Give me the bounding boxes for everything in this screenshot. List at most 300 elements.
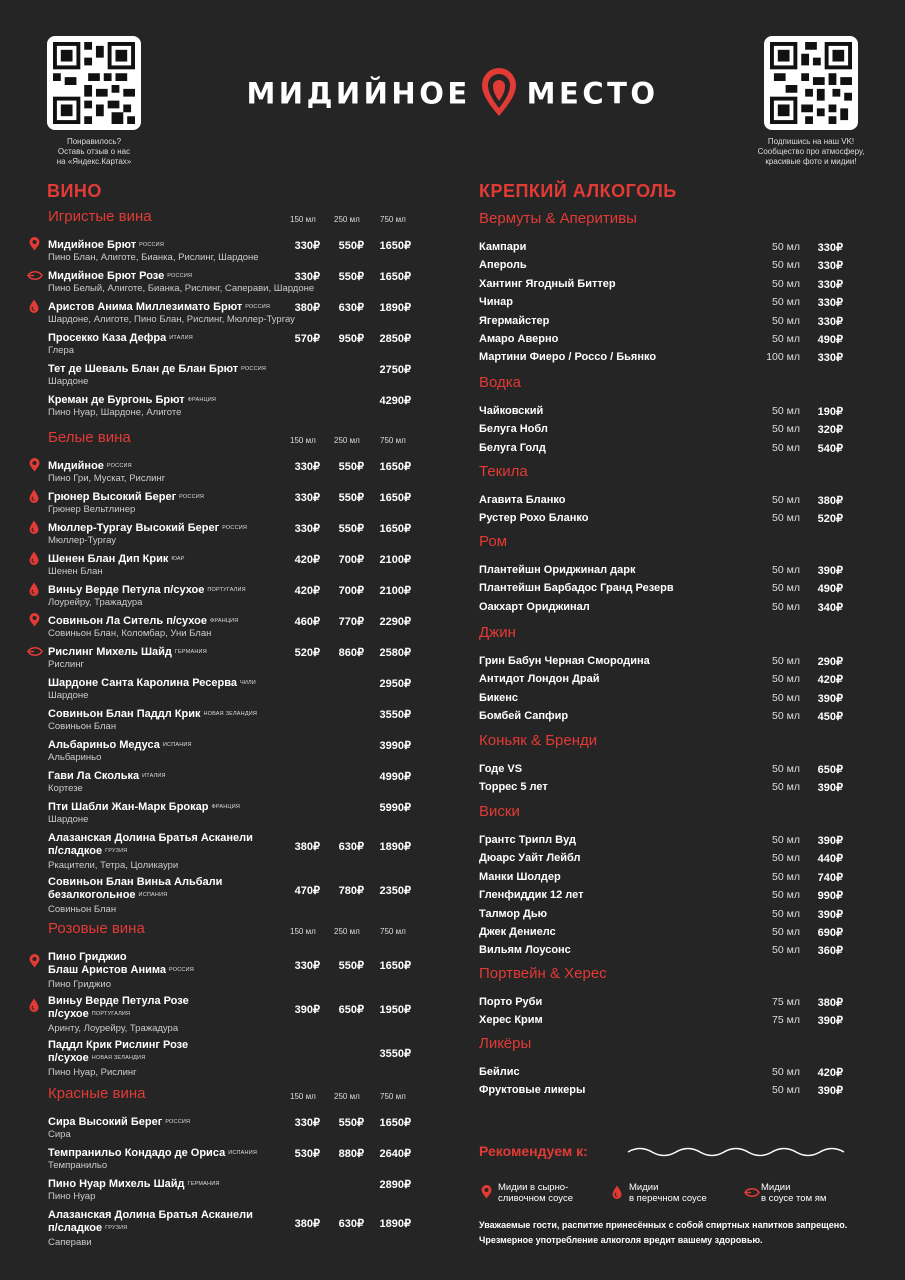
spirit-price: 650₽ [817, 764, 843, 776]
legend-line2: в соусе том ям [761, 1193, 827, 1204]
wine-country: ЧИЛИ [239, 680, 256, 686]
wine-grape-varieties: Аринту, Лоурейру, Тражадура [48, 1023, 179, 1034]
wine-item-name [48, 995, 189, 1021]
spirit-volume: 50 мл [772, 870, 800, 883]
wine-grape-varieties: Пино Нуар [48, 1191, 96, 1202]
wine-grape-varieties: Грюнер Вельтлинер [48, 504, 136, 515]
column-header-150ml: 150 мл [290, 436, 316, 445]
wine-section-title: Белые вина [48, 429, 131, 446]
spirits-section-title: Вермуты & Аперитивы [479, 210, 637, 227]
wine-item-name [48, 584, 246, 597]
wine-price-250ml: 630₽ [338, 302, 364, 314]
wine-price-250ml: 650₽ [338, 1004, 364, 1016]
spirit-volume: 50 мл [772, 926, 800, 938]
wine-item-name [48, 553, 185, 566]
wine-price-750ml: 2100₽ [379, 554, 411, 566]
spirit-price: 380₽ [817, 495, 843, 507]
wine-item-name [48, 1039, 188, 1065]
wine-section-title: Розовые вина [48, 920, 145, 937]
wine-grape-varieties: Шардоне, Алиготе, Пино Блан, Рислинг, Мюллер-Тургау [48, 314, 295, 325]
wine-name-text: Совиньон Блан Виньа Альбали [48, 876, 223, 888]
spirit-price: 490₽ [817, 334, 843, 346]
wine-item-name [48, 1209, 253, 1235]
map-pin-icon [29, 613, 40, 632]
wine-country: ФРАНЦИЯ [209, 618, 239, 624]
wine-price-150ml: 570₽ [294, 333, 320, 345]
spirit-volume: 50 мл [772, 494, 800, 506]
spirit-volume: 50 мл [772, 241, 800, 253]
mussel-shell-icon [744, 1185, 760, 1203]
wine-name-text: Совиньон Ла Ситель п/сухое [48, 615, 207, 627]
spirit-price: 990₽ [817, 890, 843, 903]
legend-line1: Мидии в сырно- [498, 1182, 569, 1193]
wine-country: ГРУЗИЯ [105, 1225, 128, 1231]
column-header-750ml: 750 мл [380, 927, 406, 936]
wine-item-name [48, 460, 132, 473]
wine-section-title: Игристые вина [48, 208, 152, 225]
wine-country: ФРАНЦИЯ [211, 804, 241, 810]
spirit-volume: 50 мл [772, 763, 800, 775]
legend-item-drop [629, 1182, 707, 1204]
wine-name-text: Совиньон Блан Паддл Крик [48, 708, 201, 720]
wine-item-name [48, 491, 204, 504]
wine-price-150ml: 330₽ [294, 461, 320, 473]
wine-price-150ml: 330₽ [294, 960, 320, 972]
spirit-item-name: Белуга Нобл [479, 423, 548, 436]
wine-item-name [48, 394, 216, 407]
drop-icon [29, 299, 39, 318]
column-header-150ml: 150 мл [290, 215, 316, 224]
spirit-volume: 50 мл [772, 710, 800, 723]
spirits-section-title: Ром [479, 533, 508, 550]
wine-price-750ml: 1650₽ [379, 523, 411, 535]
wine-name-text: Пино Гриджио [48, 951, 127, 963]
mussel-shell-icon-svg [27, 270, 43, 281]
legend-line2: в перечном соусе [629, 1193, 707, 1204]
spirit-price: 740₽ [817, 871, 843, 884]
wine-grape-varieties: Мюллер-Тургау [48, 535, 117, 546]
wine-grape-varieties: Шардоне [48, 814, 89, 825]
wine-price-150ml: 330₽ [294, 523, 320, 535]
wine-name-text-line2: безалкогольное [48, 889, 136, 901]
spirit-item-name: Плантейшн Ориджинал дарк [479, 564, 636, 576]
wine-name-text: Рислинг Михель Шайд [48, 646, 172, 658]
spirit-item-name: Джек Дениелс [479, 926, 556, 938]
wine-price-750ml: 1650₽ [379, 271, 411, 283]
wine-price-250ml: 700₽ [338, 554, 364, 566]
wine-price-150ml: 330₽ [294, 1117, 320, 1129]
spirit-volume: 50 мл [772, 333, 800, 345]
spirit-price: 330₽ [817, 278, 843, 291]
recommend-title: Рекомендуем к: [479, 1143, 588, 1159]
spirit-volume: 75 мл [772, 1014, 800, 1027]
wine-price-750ml: 1650₽ [379, 1117, 411, 1129]
spirit-price: 320₽ [817, 424, 843, 437]
wine-item-name [48, 951, 194, 977]
wine-price-150ml: 530₽ [294, 1148, 320, 1160]
spirit-price: 390₽ [817, 1085, 843, 1098]
spirit-volume: 50 мл [772, 907, 800, 920]
wine-country: РОССИЯ [139, 242, 165, 248]
wine-grape-varieties: Темпранильо [48, 1160, 108, 1171]
spirit-volume: 50 мл [772, 423, 800, 436]
wine-item-name [48, 677, 256, 690]
wine-country: РОССИЯ [222, 525, 248, 531]
wine-grape-varieties: Совиньон Блан, Коломбар, Уни Блан [48, 628, 212, 639]
wine-price-750ml: 2290₽ [379, 616, 411, 628]
wine-name-text: Мюллер-Тургау Высокий Берег [48, 522, 220, 534]
wine-name-text: Просекко Каза Дефра [48, 332, 167, 344]
column-header-250ml: 250 мл [334, 1092, 360, 1101]
spirit-item-name: Кампари [479, 241, 527, 253]
spirit-item-name: Плантейшн Барбадос Гранд Резерв [479, 582, 674, 595]
spirit-item-name: Херес Крим [479, 1014, 543, 1027]
drop-icon-svg [29, 520, 39, 534]
wine-item-name [48, 770, 166, 783]
wine-price-750ml: 4990₽ [379, 771, 411, 783]
spirit-price: 330₽ [817, 297, 843, 310]
wine-price-250ml: 630₽ [338, 841, 364, 853]
spirit-price: 290₽ [817, 656, 843, 668]
wine-country: РОССИЯ [167, 273, 193, 279]
wine-grape-varieties: Шардоне [48, 376, 89, 387]
drop-icon-svg [29, 299, 39, 313]
brand-logo [0, 66, 905, 125]
spirit-price: 390₽ [817, 908, 843, 921]
wine-grape-varieties: Саперави [48, 1237, 92, 1248]
spirit-item-name: Оакхарт Ориджинал [479, 600, 590, 613]
wine-country: ИСПАНИЯ [162, 742, 192, 748]
column-header-150ml: 150 мл [290, 1092, 316, 1101]
drop-icon-svg [612, 1185, 622, 1199]
spirit-price: 390₽ [817, 692, 843, 705]
wine-country: ГЕРМАНИЯ [174, 649, 207, 655]
spirit-volume: 50 мл [772, 655, 800, 667]
wine-name-text-line2: Блаш Аристов Анима [48, 964, 167, 976]
wine-price-250ml: 780₽ [338, 885, 364, 897]
wine-name-text: Аристов Анима Миллезимато Брют [48, 301, 243, 313]
wave-divider [626, 1143, 852, 1161]
spirit-item-name: Бомбей Сапфир [479, 710, 569, 723]
wine-price-250ml: 950₽ [338, 333, 364, 345]
wine-price-250ml: 880₽ [338, 1148, 364, 1160]
spirit-price: 330₽ [817, 315, 843, 328]
wine-price-750ml: 1650₽ [379, 960, 411, 972]
spirit-volume: 50 мл [772, 277, 800, 290]
wine-name-text: Сира Высокий Берег [48, 1116, 163, 1128]
spirit-item-name: Чайковский [479, 405, 544, 417]
drop-icon [29, 582, 39, 601]
spirit-price: 490₽ [817, 583, 843, 596]
wine-name-text: Пти Шабли Жан-Марк Брокар [48, 801, 209, 813]
wine-price-250ml: 550₽ [338, 461, 364, 473]
spirit-item-name: Бейлис [479, 1066, 520, 1078]
wine-price-250ml: 550₽ [338, 960, 364, 972]
wine-item-name [48, 801, 240, 814]
wine-price-250ml: 630₽ [338, 1218, 364, 1230]
spirit-item-name: Гленфиддик 12 лет [479, 889, 584, 902]
wine-price-150ml: 380₽ [294, 302, 320, 314]
spirit-volume: 50 мл [772, 314, 800, 327]
wine-price-750ml: 4290₽ [379, 395, 411, 407]
wine-country: ИСПАНИЯ [228, 1150, 258, 1156]
spirit-price: 190₽ [817, 406, 843, 418]
map-pin-icon-svg [481, 1185, 492, 1199]
spirit-price: 690₽ [817, 927, 843, 939]
spirit-item-name: Дюарс Уайт Лейбл [479, 852, 581, 865]
legend-line2: сливочном соусе [498, 1193, 573, 1204]
wine-country: ИСПАНИЯ [138, 892, 168, 898]
wine-price-750ml: 2950₽ [379, 678, 411, 690]
wine-price-150ml: 330₽ [294, 492, 320, 504]
wine-price-250ml: 860₽ [338, 647, 364, 659]
wine-name-text: Альбариньо Медуса [48, 739, 160, 751]
spirit-volume: 50 мл [772, 405, 800, 417]
wine-item-name [48, 301, 270, 314]
wine-price-250ml: 550₽ [338, 492, 364, 504]
spirit-item-name: Бикенс [479, 691, 519, 704]
map-pin-icon-svg [29, 954, 40, 968]
spirit-price: 340₽ [817, 601, 843, 614]
wine-name-text: Грюнер Высокий Берег [48, 491, 177, 503]
wine-country: НОВАЯ ЗЕЛАНДИЯ [91, 1055, 146, 1061]
wine-name-text-line2: п/сладкое [48, 1222, 103, 1234]
spirit-item-name: Чинар [479, 296, 513, 309]
wine-price-750ml: 1890₽ [379, 302, 411, 314]
spirit-price: 390₽ [817, 1015, 843, 1028]
drop-icon [29, 489, 39, 508]
wine-country: РОССИЯ [179, 494, 205, 500]
wine-country: ЮАР [171, 556, 185, 562]
spirit-volume: 50 мл [772, 691, 800, 704]
wine-title: ВИНО [47, 181, 102, 201]
wine-price-750ml: 3990₽ [379, 740, 411, 752]
wine-grape-varieties: Пино Белый, Алиготе, Бианка, Рислинг, Саперави, Шардоне [48, 283, 315, 294]
wine-price-250ml: 550₽ [338, 271, 364, 283]
column-header-750ml: 750 мл [380, 436, 406, 445]
qr-left-caption: Понравилось? Оставь отзыв о нас на «Яндекс.Картах» [56, 137, 132, 166]
drop-icon [612, 1185, 622, 1204]
wine-name-text: Паддл Крик Рислинг Розе [48, 1039, 189, 1051]
column-header-250ml: 250 мл [334, 436, 360, 445]
wine-price-250ml: 550₽ [338, 1117, 364, 1129]
wine-name-text: Темпранильо Кондадо де Ориса [48, 1147, 226, 1159]
spirit-item-name: Ягермайстер [479, 314, 550, 327]
wine-country: ФРАНЦИЯ [187, 397, 217, 403]
spirit-price: 390₽ [817, 565, 843, 577]
wine-price-250ml: 770₽ [338, 616, 364, 628]
wine-country: ПОРТУГАЛИЯ [91, 1011, 131, 1017]
wine-country: ГРУЗИЯ [105, 848, 128, 854]
spirit-item-name: Вильям Лоусонс [479, 944, 571, 957]
spirit-volume: 50 мл [772, 512, 800, 525]
wine-name-text: Мидийное Брют [48, 239, 137, 251]
spirit-volume: 50 мл [772, 834, 800, 846]
wine-price-750ml: 1890₽ [379, 841, 411, 853]
spirit-price: 390₽ [817, 782, 843, 795]
spirit-volume: 50 мл [772, 259, 800, 272]
spirit-volume: 50 мл [772, 600, 800, 613]
wine-country: ИТАЛИЯ [169, 335, 193, 341]
map-pin-icon-svg [29, 237, 40, 251]
wine-price-150ml: 470₽ [294, 885, 320, 897]
spirit-volume: 50 мл [772, 1084, 800, 1097]
spirit-item-name: Годе VS [479, 763, 523, 775]
wine-grape-varieties: Пино Блан, Алиготе, Бианка, Рислинг, Шардоне [48, 252, 259, 263]
wine-item-name [48, 270, 192, 283]
wine-item-name [48, 646, 207, 659]
wine-price-750ml: 2580₽ [379, 647, 411, 659]
spirit-volume: 50 мл [772, 889, 800, 902]
wine-item-name [48, 239, 164, 252]
spirits-section-title: Текила [479, 463, 528, 480]
wine-price-750ml: 3550₽ [379, 709, 411, 721]
spirit-item-name: Белуга Голд [479, 441, 546, 454]
wine-country: ПОРТУГАЛИЯ [207, 587, 246, 593]
wine-price-750ml: 5990₽ [379, 802, 411, 814]
spirit-volume: 100 мл [766, 351, 800, 364]
wine-price-750ml: 2100₽ [379, 585, 411, 597]
wine-price-150ml: 390₽ [294, 1004, 320, 1016]
wine-name-text: Алазанская Долина Братья Асканели [48, 1209, 253, 1221]
spirit-price: 330₽ [817, 260, 843, 273]
wine-item-name [48, 1147, 257, 1160]
mussel-pin-icon [479, 66, 519, 125]
wine-name-text: Тет де Шеваль Блан де Блан Брют [48, 363, 239, 375]
mussel-shell-icon [27, 644, 43, 662]
column-header-250ml: 250 мл [334, 927, 360, 936]
wine-price-150ml: 520₽ [294, 647, 320, 659]
spirit-price: 540₽ [817, 442, 843, 455]
spirit-item-name: Апероль [479, 259, 527, 272]
wine-country: РОССИЯ [165, 1119, 191, 1125]
legend-item-pin [498, 1182, 573, 1204]
wine-name-text: Мидийное Брют Розе [48, 270, 165, 282]
spirit-price: 520₽ [817, 513, 843, 526]
drop-icon-svg [29, 582, 39, 596]
wine-name-text-line2: п/сухое [48, 1052, 89, 1064]
wine-price-750ml: 2850₽ [379, 333, 411, 345]
map-pin-icon [481, 1185, 492, 1204]
wine-grape-varieties: Ркацители, Тетра, Цоликаури [48, 860, 179, 871]
qr-right-caption: Подпишись на наш VK! Сообщество про атмосферу, красивые фото и мидии! [757, 137, 865, 166]
wine-name-text: Пино Нуар Михель Шайд [48, 1178, 185, 1190]
column-header-250ml: 250 мл [334, 215, 360, 224]
spirit-item-name: Рустер Рохо Бланко [479, 512, 589, 525]
wine-item-name [48, 522, 247, 535]
spirit-price: 330₽ [817, 242, 843, 254]
wine-grape-varieties: Шардоне [48, 690, 89, 701]
spirit-volume: 50 мл [772, 441, 800, 454]
spirit-item-name: Грантс Трипл Вуд [479, 834, 576, 846]
footer-note: Уважаемые гости, распитие принесённых с собой спиртных напитков запрещено. Чрезмерное употребление алкоголя вредит вашему здоровью. [479, 1220, 848, 1245]
spirits-section-title: Джин [479, 624, 516, 641]
wine-item-name [48, 332, 193, 345]
spirit-item-name: Мартини Фиеро / Россо / Бьянко [479, 351, 657, 364]
drop-icon-svg [29, 551, 39, 565]
wine-name-text: Мидийное [48, 460, 104, 472]
wine-price-750ml: 1890₽ [379, 1218, 411, 1230]
mussel-shell-icon-svg [27, 646, 43, 657]
spirit-price: 450₽ [817, 711, 843, 724]
spirit-item-name: Манки Шолдер [479, 870, 561, 883]
drop-icon [29, 551, 39, 570]
map-pin-icon [29, 954, 40, 973]
wine-item-name [48, 832, 253, 858]
wine-name-text: Алазанская Долина Братья Асканели [48, 832, 253, 844]
spirit-price: 420₽ [817, 1067, 843, 1079]
mussel-shell-icon [27, 268, 43, 286]
wine-name-text: Виньу Верде Петула Розе [48, 995, 189, 1007]
spirit-item-name: Агавита Бланко [479, 494, 566, 506]
wine-country: ИТАЛИЯ [142, 773, 166, 779]
spirits-section-title: Портвейн & Херес [479, 965, 607, 982]
wine-price-150ml: 380₽ [294, 1218, 320, 1230]
wine-country: РОССИЯ [106, 463, 132, 469]
wine-item-name [48, 708, 257, 721]
wine-item-name [48, 739, 192, 752]
wine-grape-varieties: Пино Нуар, Рислинг [48, 1067, 137, 1078]
wine-grape-varieties: Шенен Блан [48, 566, 103, 577]
wine-price-150ml: 460₽ [294, 616, 320, 628]
wine-price-250ml: 550₽ [338, 240, 364, 252]
legend-line1: Мидии [761, 1182, 791, 1193]
wine-name-text-line2: п/сладкое [48, 845, 103, 857]
spirit-item-name: Грин Бабун Черная Смородина [479, 655, 650, 667]
wine-name-text: Шардоне Санта Каролина Ресерва [48, 677, 237, 689]
map-pin-icon [29, 458, 40, 477]
wine-grape-varieties: Кортезе [48, 783, 83, 794]
wine-country: РОССИЯ [241, 366, 267, 372]
wine-grape-varieties: Глера [48, 345, 75, 356]
wine-grape-varieties: Альбариньо [48, 752, 102, 763]
spirit-item-name: Антидот Лондон Драй [479, 673, 600, 686]
spirit-price: 390₽ [817, 835, 843, 847]
spirit-price: 330₽ [817, 352, 843, 365]
spirit-item-name: Торрес 5 лет [479, 781, 548, 794]
wine-grape-varieties: Пино Нуар, Шардоне, Алиготе [48, 407, 182, 418]
spirit-volume: 50 мл [772, 852, 800, 865]
spirits-section-title: Ликёры [479, 1035, 532, 1052]
spirit-item-name: Хантинг Ягодный Биттер [479, 277, 616, 290]
wine-price-750ml: 1650₽ [379, 461, 411, 473]
spirit-price: 420₽ [817, 674, 843, 687]
spirits-section-title: Виски [479, 803, 520, 820]
wine-price-750ml: 2640₽ [379, 1148, 411, 1160]
spirit-price: 440₽ [817, 853, 843, 866]
wine-price-150ml: 380₽ [294, 841, 320, 853]
wine-grape-varieties: Рислинг [48, 659, 84, 670]
spirits-title: КРЕПКИЙ АЛКОГОЛЬ [479, 181, 677, 201]
wine-price-750ml: 2350₽ [379, 885, 411, 897]
map-pin-icon [29, 237, 40, 256]
wine-price-150ml: 420₽ [294, 585, 320, 597]
wine-item-name [48, 1178, 220, 1191]
spirit-volume: 50 мл [772, 1066, 800, 1078]
spirits-section-title: Водка [479, 374, 522, 391]
spirit-price: 380₽ [817, 997, 843, 1009]
column-header-150ml: 150 мл [290, 927, 316, 936]
spirit-price: 360₽ [817, 945, 843, 958]
wine-item-name [48, 876, 222, 902]
legend-item-eye [761, 1182, 826, 1204]
wine-price-750ml: 1650₽ [379, 240, 411, 252]
drop-icon [29, 520, 39, 539]
wine-grape-varieties: Сира [48, 1129, 71, 1140]
wine-name-text: Шенен Блан Дип Крик [48, 553, 169, 565]
wine-price-150ml: 330₽ [294, 271, 320, 283]
spirit-volume: 50 мл [772, 781, 800, 794]
